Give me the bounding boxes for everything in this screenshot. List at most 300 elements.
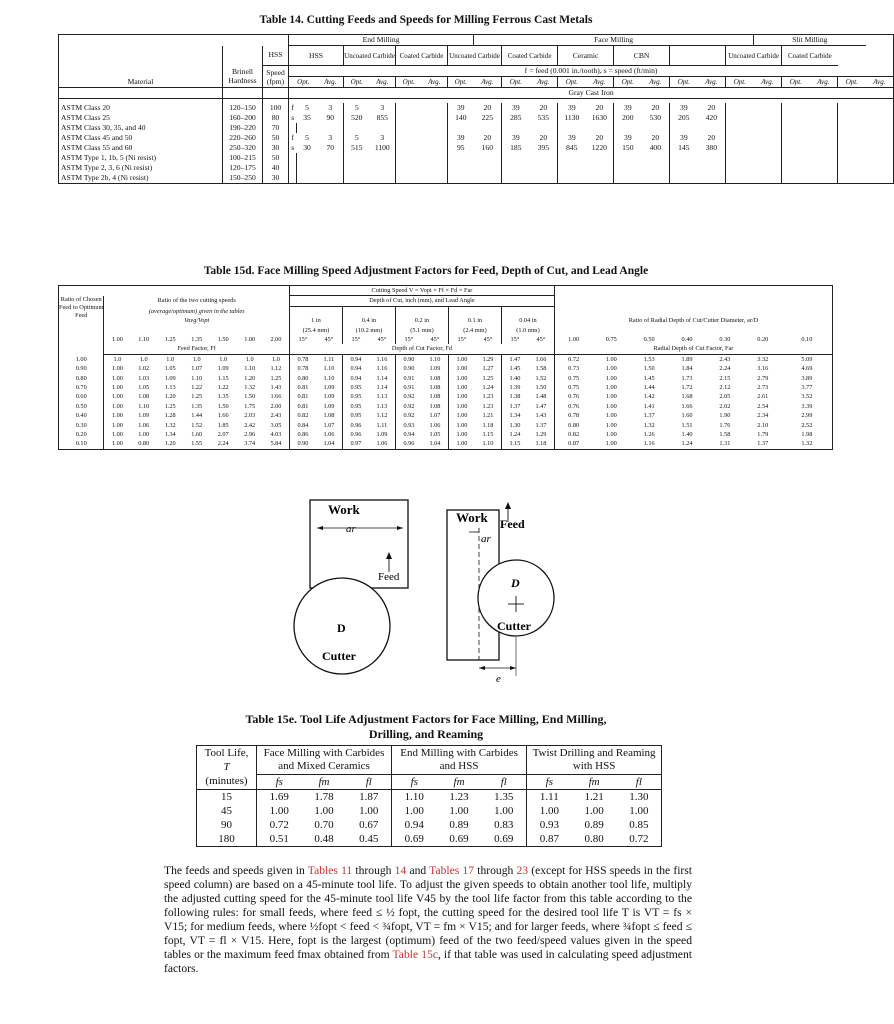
table15d-cell: 1.0 bbox=[192, 355, 201, 363]
table15d-cell: 1.11 bbox=[376, 421, 388, 429]
table14-cell: 20 bbox=[483, 103, 492, 112]
opt-label: Opt. bbox=[502, 77, 530, 88]
tool-header: Coated Carbide bbox=[502, 46, 558, 66]
feed-ratio: 0.30 bbox=[59, 421, 104, 430]
table15e-cell: 0.48 bbox=[314, 832, 334, 845]
table15d-cell: 1.84 bbox=[681, 365, 693, 373]
group-face-milling: Face Milling bbox=[474, 35, 754, 46]
table15d-cell: 1.00 bbox=[605, 384, 617, 392]
table15e-cell: 0.83 bbox=[482, 818, 527, 832]
table15d-cell: 1.32 bbox=[164, 421, 176, 429]
feed-note: f = feed (0.001 in./tooth), s = speed (ft/min) bbox=[289, 66, 894, 77]
table14-cell: 845 bbox=[558, 143, 586, 153]
table15d-cell: 1.00 bbox=[605, 393, 617, 401]
table15d-cell: 5.09 bbox=[801, 355, 813, 363]
fs-label: s bbox=[289, 143, 297, 153]
table15d-cell: 1.24 bbox=[482, 384, 494, 392]
table14-cell: 5 bbox=[344, 103, 370, 113]
table15d-cell: 2.12 bbox=[719, 384, 731, 392]
brinell-value: 120–150 bbox=[229, 103, 256, 112]
table15d-cell: 1.00 bbox=[605, 374, 617, 382]
speed-ratio: 1.10 bbox=[138, 336, 150, 344]
table14-cell: 70 bbox=[326, 143, 335, 152]
table15d-cell: 0.94 bbox=[342, 374, 369, 383]
table15d-cell: 2.43 bbox=[719, 355, 731, 363]
table15d-cell: 1.60 bbox=[681, 412, 693, 420]
feed-label: Feed bbox=[378, 571, 400, 583]
table14-cell: 530 bbox=[649, 113, 661, 122]
table14-cell: 380 bbox=[705, 143, 717, 152]
table14-cell: 39 bbox=[670, 103, 698, 113]
table15d-cell: 0.96 bbox=[342, 430, 369, 439]
opt-label: Opt. bbox=[782, 77, 810, 88]
table-link[interactable]: Tables 11 bbox=[307, 864, 353, 877]
factor-header: fm bbox=[302, 774, 347, 789]
table15d-cell: 1.06 bbox=[376, 440, 388, 448]
table15d-cell: 1.10 bbox=[323, 365, 335, 373]
table15d-cell: 0.90 bbox=[395, 364, 422, 373]
avg-label: Avg. bbox=[481, 78, 494, 86]
table15d-cell: 0.76 bbox=[554, 392, 592, 401]
table15d-cell: 1.00 bbox=[605, 421, 617, 429]
table14-cell: 39 bbox=[670, 133, 698, 143]
table14-cell: 20 bbox=[595, 133, 604, 142]
table15d-cell: 1.06 bbox=[138, 421, 150, 429]
table15d-cell: 1.00 bbox=[448, 411, 475, 420]
table15e-cell: 1.00 bbox=[584, 804, 604, 817]
table14-cell: 39 bbox=[558, 103, 586, 113]
table15e-cell: 0.69 bbox=[482, 832, 527, 847]
table15e-cell: 1.10 bbox=[404, 790, 424, 803]
table15d-cell: 1.16 bbox=[643, 440, 655, 448]
table15d-cell: 0.95 bbox=[342, 392, 369, 401]
radial-ratio: 0.50 bbox=[643, 336, 655, 344]
table15e-cell: 0.69 bbox=[449, 832, 469, 845]
angle-label: 45° bbox=[324, 336, 334, 344]
fs-label: f bbox=[289, 133, 297, 143]
table-link[interactable]: Table 15c bbox=[392, 948, 438, 961]
depth-label: 0.04 in bbox=[501, 316, 554, 325]
table15d-cell: 1.08 bbox=[138, 393, 150, 401]
vavg-label: Vavg/Vopt bbox=[184, 317, 210, 325]
table15d-cell: 1.53 bbox=[643, 355, 655, 363]
table15d-cell: 1.00 bbox=[605, 365, 617, 373]
brinell-value: 250–320 bbox=[229, 143, 256, 152]
table15d-cell: 1.14 bbox=[376, 384, 388, 392]
table15d-cell: 1.37 bbox=[757, 440, 769, 448]
table15d-cell: 1.04 bbox=[429, 440, 441, 448]
table14-cell: 20 bbox=[539, 133, 548, 142]
table14-cell: 1630 bbox=[591, 113, 607, 122]
table15e-cell: 0.93 bbox=[539, 818, 559, 831]
table14-cell: 20 bbox=[483, 133, 492, 142]
table14-cell: 285 bbox=[502, 113, 530, 123]
table15e-cell: 0.87 bbox=[539, 832, 559, 845]
material-name: ASTM Class 45 and 50 bbox=[59, 133, 223, 143]
avg-label: Avg. bbox=[428, 78, 441, 86]
paragraph-text: The feeds and speeds given in bbox=[164, 864, 308, 877]
hss-speed-value: 80 bbox=[263, 113, 289, 123]
table15e-cell: 0.51 bbox=[269, 832, 289, 845]
radial-factor-label: Radial Depth of Cut Factor, Far bbox=[554, 344, 832, 354]
table15d-cell: 1.10 bbox=[138, 402, 150, 410]
avg-label: Avg. bbox=[649, 78, 662, 86]
table15d-cell: 1.05 bbox=[138, 384, 150, 392]
tool-life-minutes: 45 bbox=[197, 804, 257, 818]
table15d-cell: 1.10 bbox=[323, 374, 335, 382]
table14-cell: 5 bbox=[305, 103, 309, 112]
table15e-cell: 0.67 bbox=[347, 818, 392, 832]
feed-ratio: 0.80 bbox=[59, 374, 104, 383]
table15d-cell: 1.09 bbox=[138, 412, 150, 420]
table15d-cell: 1.39 bbox=[501, 383, 528, 392]
depth-label: 0.4 in bbox=[342, 316, 395, 325]
table15e-cell: 1.00 bbox=[404, 804, 424, 817]
table14-cell: 39 bbox=[558, 133, 586, 143]
table15d-cell: 1.35 bbox=[191, 402, 203, 410]
table14-cell: 39 bbox=[502, 103, 530, 113]
table15d-cell: 3.16 bbox=[757, 365, 769, 373]
table15d-cell: 1.24 bbox=[501, 430, 528, 439]
brinell-value: 120–175 bbox=[229, 163, 256, 172]
angle-label: 15° bbox=[342, 335, 369, 344]
table15d-cell: 1.00 bbox=[448, 439, 475, 449]
feed-factor-label: Feed Factor, Ff bbox=[104, 344, 290, 354]
table15d-cell: 1.0 bbox=[272, 355, 280, 363]
table15d-cell: 1.00 bbox=[111, 421, 123, 429]
material-name: ASTM Class 55 and 60 bbox=[59, 143, 223, 153]
t-label: T bbox=[197, 760, 257, 774]
table15e-cell: 0.89 bbox=[584, 818, 604, 831]
table15d-cell: 2.05 bbox=[719, 393, 731, 401]
tool-life-minutes: 15 bbox=[197, 789, 257, 804]
table15d-cell: 1.10 bbox=[191, 374, 203, 382]
opt-label: Opt. bbox=[670, 77, 698, 88]
table15d-cell: 0.75 bbox=[554, 374, 592, 383]
table15d-cell: 1.48 bbox=[535, 393, 547, 401]
speed-ratio: 1.00 bbox=[111, 336, 123, 344]
brinell-value: 220–260 bbox=[229, 133, 256, 142]
table15d-cell: 4.03 bbox=[270, 431, 282, 439]
table15d-cell: 1.40 bbox=[501, 374, 528, 383]
table15d-cell: 0.92 bbox=[395, 392, 422, 401]
table15d-cell: 0.96 bbox=[395, 439, 422, 449]
d-label: D bbox=[337, 621, 346, 635]
table15d-cell: 0.78 bbox=[289, 354, 316, 364]
table15d-cell: 1.09 bbox=[217, 365, 229, 373]
table15d-cell: 1.66 bbox=[535, 355, 547, 363]
table15d-cell: 1.34 bbox=[164, 431, 176, 439]
feed-ratio: 0.10 bbox=[59, 439, 104, 449]
table15d-cell: 1.26 bbox=[643, 431, 655, 439]
table15d-cell: 1.22 bbox=[217, 384, 229, 392]
table15d-cell: 1.00 bbox=[448, 383, 475, 392]
table15d-cell: 1.00 bbox=[111, 384, 123, 392]
opt-label: Opt. bbox=[289, 77, 318, 88]
table15e-cell: 1.00 bbox=[539, 804, 559, 817]
table15d-cell: 0.87 bbox=[554, 439, 592, 449]
tool-life-paragraph bbox=[164, 864, 692, 976]
angle-label: 45° bbox=[377, 336, 387, 344]
table15d-cell: 0.82 bbox=[289, 411, 316, 420]
table14-cell: 30 bbox=[303, 143, 311, 152]
minutes-label: (minutes) bbox=[197, 774, 257, 789]
table15d-cell: 1.43 bbox=[535, 412, 547, 420]
table15d-cell: 1.50 bbox=[535, 384, 547, 392]
table15d-cell: 1.32 bbox=[643, 421, 655, 429]
table15d-cell: 1.00 bbox=[111, 440, 123, 448]
avg-label: Avg. bbox=[761, 78, 774, 86]
table15e-cell: 1.21 bbox=[584, 790, 604, 803]
hss-speed-value: 30 bbox=[263, 143, 289, 153]
table15d-cell: 1.05 bbox=[164, 365, 176, 373]
table15d-cell: 1.79 bbox=[757, 431, 769, 439]
table15d-cell: 1.09 bbox=[376, 431, 388, 439]
table-link[interactable]: Tables 17 bbox=[429, 864, 475, 877]
table15e-cell: 1.35 bbox=[482, 789, 527, 804]
table15e-row bbox=[197, 789, 662, 804]
avg-label: Avg. bbox=[705, 78, 718, 86]
table15e-cell: 0.45 bbox=[347, 832, 392, 847]
table15d-cell: 1.16 bbox=[376, 365, 388, 373]
depth-mm-label: (25.4 mm) bbox=[289, 326, 342, 335]
table15d-cell: 0.75 bbox=[554, 383, 592, 392]
table15e-cell: 0.80 bbox=[584, 832, 604, 845]
table14-cell: 420 bbox=[705, 113, 717, 122]
table15d-cell: 1.20 bbox=[244, 374, 256, 382]
table15d-cell: 1.60 bbox=[191, 431, 203, 439]
table15d-cell: 1.12 bbox=[376, 412, 388, 420]
group-twist-drilling: Twist Drilling and Reaming with HSS bbox=[527, 746, 662, 775]
factor-header: fm bbox=[572, 774, 617, 789]
table15d-cell: 1.31 bbox=[719, 440, 731, 448]
table15e-cell: 1.30 bbox=[629, 790, 649, 803]
table15d-cell: 0.81 bbox=[289, 402, 316, 411]
table15e-cell: 0.72 bbox=[629, 832, 649, 845]
table15d-cell: 2.54 bbox=[757, 402, 769, 410]
table15d-cell: 1.37 bbox=[501, 402, 528, 411]
table15d-cell: 1.0 bbox=[219, 355, 228, 363]
table14-cell: 1100 bbox=[374, 143, 390, 152]
speed-ratio: 1.00 bbox=[244, 336, 256, 344]
table15d-cell: 2.99 bbox=[801, 412, 813, 420]
brinell-header: Brinell Hardness bbox=[228, 67, 257, 86]
table15d-cell: 1.15 bbox=[501, 439, 528, 449]
fs-label: s bbox=[289, 113, 297, 123]
depth-label: 0.1 in bbox=[448, 316, 501, 325]
table15d-cell: 0.95 bbox=[342, 402, 369, 411]
table15d-cell: 1.00 bbox=[111, 431, 123, 439]
table14-cell: 395 bbox=[537, 143, 549, 152]
table15d-cell: 3.32 bbox=[757, 355, 769, 363]
table15d-cell: 1.29 bbox=[535, 431, 547, 439]
table15d-cell: 2.24 bbox=[217, 440, 229, 448]
table14-cell: 20 bbox=[539, 103, 548, 112]
table15d-cell: 1.0 bbox=[166, 355, 175, 363]
table15e-cell: 0.70 bbox=[314, 818, 334, 831]
radial-title: Ratio of Radial Depth of Cut/Cutter Diameter, ar/D bbox=[554, 306, 832, 335]
table15d-cell: 1.12 bbox=[270, 365, 282, 373]
table14-cell: 5 bbox=[305, 133, 309, 142]
table15d-cell: 5.84 bbox=[270, 440, 282, 448]
tool-header: Uncoated Carbide bbox=[344, 46, 396, 66]
ratio-speeds-sub: (average/optimum) given in the tables bbox=[148, 307, 245, 315]
table15d-cell: 1.10 bbox=[429, 355, 441, 363]
table15d-cell: 2.00 bbox=[270, 402, 282, 410]
table15d-cell: 2.07 bbox=[217, 431, 229, 439]
table15d-cell: 3.74 bbox=[244, 440, 256, 448]
tool-header: Coated Carbide bbox=[396, 46, 448, 66]
speed-ratio: 1.50 bbox=[217, 336, 229, 344]
table15d-cell: 1.25 bbox=[164, 402, 176, 410]
avg-label: Avg. bbox=[376, 78, 389, 86]
paragraph-text: , if that table was used in calculating speed adjustment factors. bbox=[164, 948, 692, 975]
table14-cell: 39 bbox=[502, 133, 530, 143]
table14-title: Table 14. Cutting Feeds and Speeds for Milling Ferrous Cast Metals bbox=[259, 14, 593, 26]
paragraph-text: (except for HSS speeds in the first speed column) are based on a 45-minute tool life. To adjust the given speeds to obtain another tool life, multiply the adjusted cutting speed for the 45-minute tool life V45 by the tool life factor from this table according to the following rules: for small feeds, where feed ≤ ½ fopt, the cutting speed for the desired tool life T is VT = fs × V15; for medium feeds, where ½fopt < feed < ¾fopt, VT = fm × V15; and for larger feeds, where ¾fopt ≤ feed ≤ fopt, VT = fl × V15. Here, fopt is the largest (optimum) feed of the two feed/speed values given in the speed tables or the maximum feed fmax obtained from bbox=[164, 864, 693, 961]
material-name: ASTM Type 2b, 4 (Ni resist) bbox=[59, 173, 223, 184]
angle-label: 45° bbox=[536, 336, 546, 344]
table-link[interactable]: 14 bbox=[394, 864, 407, 877]
table15d-cell: 1.30 bbox=[501, 421, 528, 430]
table15d-cell: 1.27 bbox=[482, 365, 494, 373]
table15d-cell: 1.00 bbox=[448, 374, 475, 383]
table15d-cell: 1.58 bbox=[719, 431, 731, 439]
table15d-cell: 0.92 bbox=[395, 411, 422, 420]
factor-header: fl bbox=[482, 774, 527, 789]
table15d-cell: 2.79 bbox=[757, 374, 769, 382]
table14-cell: 1130 bbox=[558, 113, 586, 123]
table15d-cell: 1.68 bbox=[681, 393, 693, 401]
table14-cell: 205 bbox=[670, 113, 698, 123]
table15d-cell: 1.73 bbox=[681, 374, 693, 382]
avg-label: Avg. bbox=[873, 78, 886, 86]
factor-header: fm bbox=[437, 774, 482, 789]
table15d-cell: 0.94 bbox=[342, 364, 369, 373]
table15d-cell: 1.0 bbox=[113, 355, 122, 363]
hss-speed-value: 40 bbox=[263, 163, 289, 173]
table15e-row bbox=[197, 818, 662, 832]
factor-header: fs bbox=[527, 774, 572, 789]
feed-ratio: 0.50 bbox=[59, 402, 104, 411]
diagram-left bbox=[294, 500, 408, 674]
ar-label: ar bbox=[481, 533, 491, 545]
table15d-cell: 1.00 bbox=[605, 412, 617, 420]
cutter-label: Cutter bbox=[322, 649, 356, 663]
feed-ratio: 1.00 bbox=[59, 354, 104, 364]
table15d-cell: 1.21 bbox=[482, 412, 494, 420]
tool-life-minutes: 180 bbox=[197, 832, 257, 847]
avg-label: Avg. bbox=[593, 78, 606, 86]
table15e-cell: 0.72 bbox=[269, 818, 289, 831]
table15d-cell: 1.00 bbox=[448, 402, 475, 411]
table15d-cell: 0.95 bbox=[342, 411, 369, 420]
table15e-cell: 1.00 bbox=[482, 804, 527, 818]
feed-ratio: 0.40 bbox=[59, 411, 104, 420]
avg-label: Avg. bbox=[817, 78, 830, 86]
table15d-cell: 2.03 bbox=[244, 412, 256, 420]
table14-cell: 3 bbox=[380, 103, 385, 112]
opt-label: Opt. bbox=[726, 77, 754, 88]
speed-ratio: 2.00 bbox=[270, 336, 282, 344]
hss-speed-value: 30 bbox=[263, 173, 289, 184]
diagram-right bbox=[447, 502, 554, 685]
fs-label: f bbox=[289, 103, 297, 113]
table15d-cell: 1.00 bbox=[448, 421, 475, 430]
table14-cell: 5 bbox=[344, 133, 370, 143]
table-link[interactable]: 23 bbox=[516, 864, 529, 877]
table15d-cell: 1.13 bbox=[164, 384, 176, 392]
speed-ratio: 1.35 bbox=[191, 336, 203, 344]
ar-label: ar bbox=[346, 523, 356, 535]
table15d-cell: 1.00 bbox=[111, 365, 123, 373]
table14-cell: 3 bbox=[380, 133, 385, 142]
table15d-cell: 2.73 bbox=[757, 384, 769, 392]
table15d-cell: 1.24 bbox=[681, 440, 693, 448]
table15d-cell: 0.81 bbox=[289, 392, 316, 401]
table14-cell: 39 bbox=[614, 103, 642, 113]
table15e-cell: 1.00 bbox=[314, 804, 334, 817]
table14-cell: 20 bbox=[651, 133, 660, 142]
table15d-cell: 4.69 bbox=[801, 365, 813, 373]
group-face-milling: Face Milling with Carbides and Mixed Ceramics bbox=[257, 746, 392, 775]
table15d-cell: 1.00 bbox=[605, 402, 617, 410]
table15d-cell: 0.86 bbox=[289, 430, 316, 439]
depth-mm-label: (2.4 mm) bbox=[448, 326, 501, 335]
table15d-cell: 1.14 bbox=[376, 374, 388, 382]
hss-speed-value: 50 bbox=[263, 133, 289, 143]
depth-label: 0.2 in bbox=[395, 316, 448, 325]
opt-label: Opt. bbox=[614, 77, 642, 88]
table15d-cell: 1.09 bbox=[323, 402, 335, 410]
table15d-cell: 1.50 bbox=[217, 402, 229, 410]
table14-cell: 160 bbox=[481, 143, 493, 152]
table14-cell: 95 bbox=[448, 143, 474, 153]
table15d-cell: 1.09 bbox=[323, 393, 335, 401]
angle-label: 15° bbox=[501, 335, 528, 344]
table15d-cell: 2.61 bbox=[757, 393, 769, 401]
table15d-cell: 1.58 bbox=[535, 365, 547, 373]
table15d-cell: 0.95 bbox=[342, 383, 369, 392]
table15d-cell: 1.10 bbox=[244, 365, 256, 373]
table15d-cell: 1.08 bbox=[429, 384, 441, 392]
table15d-cell: 1.34 bbox=[501, 411, 528, 420]
material-name: ASTM Class 25 bbox=[59, 113, 223, 123]
table15d-cell: 1.13 bbox=[376, 402, 388, 410]
table15d-cell: 3.05 bbox=[270, 421, 282, 429]
brinell-value: 150–250 bbox=[229, 173, 256, 182]
hss-speed-value: 100 bbox=[263, 103, 289, 113]
table15d-cell: 0.90 bbox=[395, 354, 422, 364]
table15e-cell: 1.78 bbox=[314, 790, 334, 803]
table14-cell: 3 bbox=[328, 133, 333, 142]
opt-label: Opt. bbox=[344, 77, 370, 88]
table15d-cell: 1.07 bbox=[429, 412, 441, 420]
table15d-cell: 1.02 bbox=[138, 365, 150, 373]
speed-ratio: 1.25 bbox=[164, 336, 176, 344]
table14-cell: 39 bbox=[614, 133, 642, 143]
angle-label: 45° bbox=[430, 336, 440, 344]
table15d-cell: 2.24 bbox=[719, 365, 731, 373]
table15d-cell: 3.52 bbox=[801, 393, 813, 401]
radial-ratio: 0.75 bbox=[605, 336, 617, 344]
table15d-cell: 1.23 bbox=[482, 393, 494, 401]
table15d-cell: 2.10 bbox=[757, 421, 769, 429]
table15d-cell: 1.20 bbox=[164, 393, 176, 401]
table15d-cell: 1.47 bbox=[535, 402, 547, 410]
table14-cell: 20 bbox=[651, 103, 660, 112]
table15d-cell: 1.50 bbox=[643, 365, 655, 373]
